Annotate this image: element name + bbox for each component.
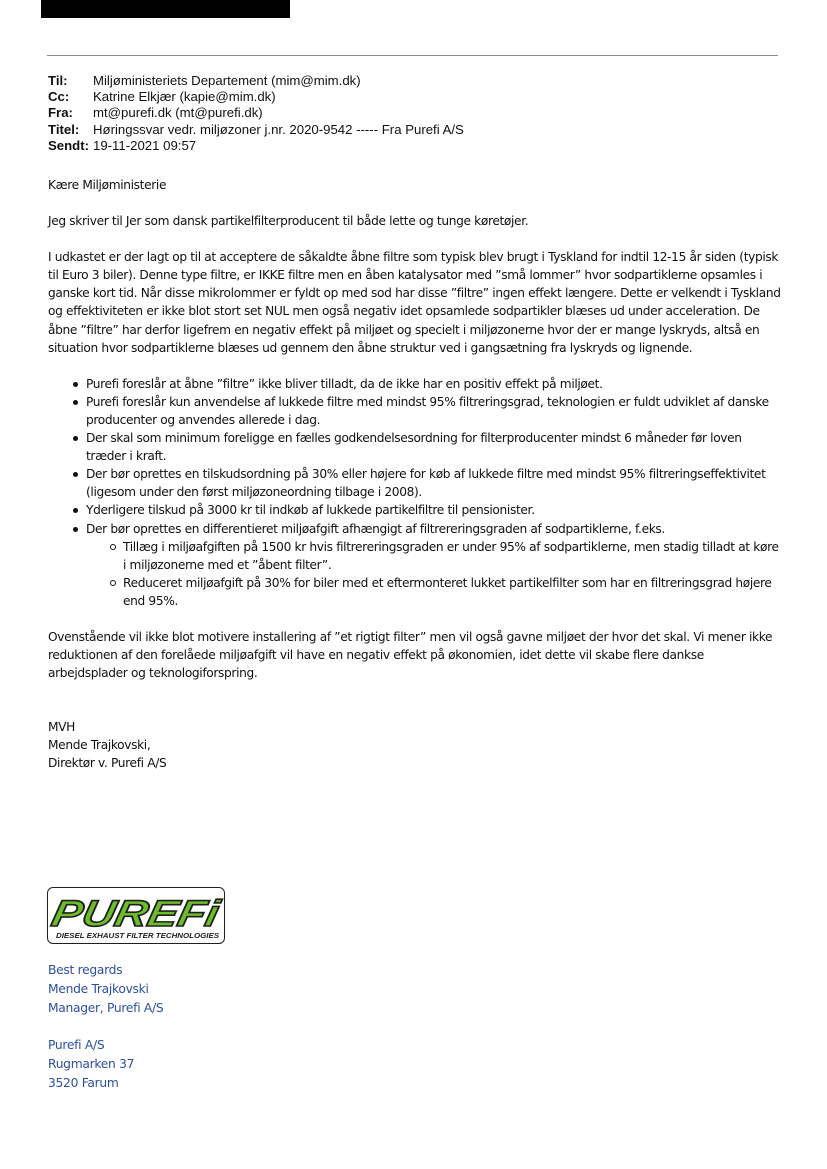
header-label: Sendt: <box>48 137 90 153</box>
header-label: Cc: <box>48 89 70 105</box>
purefi-logo-graphic <box>48 888 226 945</box>
purefi-logo <box>47 887 225 944</box>
email-headers <box>48 73 464 154</box>
header-value: mt@purefi.dk (mt@purefi.dk) <box>93 105 263 121</box>
header-to <box>48 73 464 89</box>
redacted-block <box>41 0 290 18</box>
proposal-list <box>48 375 783 610</box>
greeting: Kære Miljøministerie <box>48 178 167 192</box>
signer-name: Mende Trajkovski, <box>48 738 151 753</box>
header-sent <box>48 138 464 154</box>
intro-paragraph: Jeg skriver til Jer som dansk partikelfilterproducent til både lette og tunge køretøjer. <box>48 214 529 229</box>
header-label: Fra: <box>48 105 73 121</box>
list-item-text: Der bør oprettes en differentieret miljøafgift afhængigt af filtrereringsgraden af sodpartiklerne, f.eks. <box>86 521 665 536</box>
signature-name: Mende Trajkovski <box>48 981 149 996</box>
logo-wordmark: PUREFi <box>48 892 193 934</box>
logo-tagline: DIESEL EXHAUST FILTER TECHNOLOGIES <box>56 931 220 940</box>
header-subject <box>48 122 464 138</box>
header-value: Katrine Elkjær (kapie@mim.dk) <box>93 89 276 105</box>
sub-list-item: Tillæg i miljøafgiften på 1500 kr hvis filtrereringsgraden er under 95% af sodpartiklerne, men stadig tilladt at køre i miljøzonerne med et ”åbent filter”. <box>123 538 783 574</box>
signature-role: Manager, Purefi A/S <box>48 1000 164 1015</box>
list-item <box>86 520 783 610</box>
closing: MVH <box>48 720 75 735</box>
argument-paragraph: I udkastet er der lagt op til at acceptere de såkaldte åbne filtre som typisk blev brugt i Tyskland for indtil 12-15 år siden (typisk til Euro 3 biler). Denne type filtre, er IKKE filtre men en åben katalysator med ”små lommer” hvor sodpartiklerne opsamles i ganske kort tid. Når disse mikrolommer er fyldt op med sod har disse ”filtre” ingen effekt længere. Dette er velkendt i Tyskland og effektiviteten er ikke blot stort set NUL men også negativ idet opsamlede sodpartikler blæses ud under acceleration. De åbne ”filtre” har derfor ligefrem en negativ effekt på miljøet og specielt i miljøzonerne hvor der er mange lyskryds, altså en situation hvor sodpartiklerne blæses ud gennem den åbne struktur ved i gangsætning fra lyskryds og lignende. <box>48 250 781 355</box>
list-item: Purefi foreslår at åbne ”filtre” ikke bliver tilladt, da de ikke har en positiv effekt på miljøet. <box>86 375 783 393</box>
signer-title: Direktør v. Purefi A/S <box>48 756 167 771</box>
header-from <box>48 105 464 121</box>
header-value: Høringssvar vedr. miljøzoner j.nr. 2020-9542 ----- Fra Purefi A/S <box>93 121 464 137</box>
header-label: Titel: <box>48 121 80 137</box>
sub-list-item: Reduceret miljøafgift på 30% for biler med et eftermonteret lukket partikelfilter som har en filtreringsgrad højere end 95%. <box>123 574 783 610</box>
header-divider <box>47 55 778 56</box>
list-item: Der bør oprettes en tilskudsordning på 30% eller højere for køb af lukkede filtre med mindst 95% filtreringseffektivitet (ligesom under den først miljøzoneordning tilbage i 2008). <box>86 465 783 501</box>
signature-company: Purefi A/S <box>48 1038 105 1053</box>
letter-body <box>48 176 783 773</box>
list-item: Der skal som minimum foreligge en fælles godkendelsesordning for filterproducenter mindst 6 måneder før loven træder i kraft. <box>86 429 783 465</box>
conclusion-paragraph: Ovenstående vil ikke blot motivere installering af ”et rigtigt filter” men vil også gavne miljøet der hvor det skal. Vi mener ikke reduktionen af den forelåede miljøafgift vil have en negativ effekt på økonomien, idet dette vil skabe flere dankse arbejdsplader og teknologiforspring. <box>48 629 773 681</box>
sub-list <box>86 538 783 610</box>
signature-street: Rugmarken 37 <box>48 1056 135 1071</box>
signature-regards: Best regards <box>48 963 123 977</box>
list-item: Purefi foreslår kun anvendelse af lukkede filtre med mindst 95% filtreringsgrad, teknologien er fuldt udviklet af danske producenter og anvendes allerede i dag. <box>86 393 783 429</box>
signature-city: 3520 Farum <box>48 1075 119 1090</box>
email-signature <box>48 961 163 1093</box>
list-item: Yderligere tilskud på 3000 kr til indkøb af lukkede partikelfiltre til pensionister. <box>86 501 783 519</box>
header-label: Til: <box>48 73 68 88</box>
header-value: Miljøministeriets Departement (mim@mim.dk) <box>93 73 361 88</box>
header-value: 19-11-2021 09:57 <box>93 137 197 153</box>
header-cc <box>48 89 464 105</box>
